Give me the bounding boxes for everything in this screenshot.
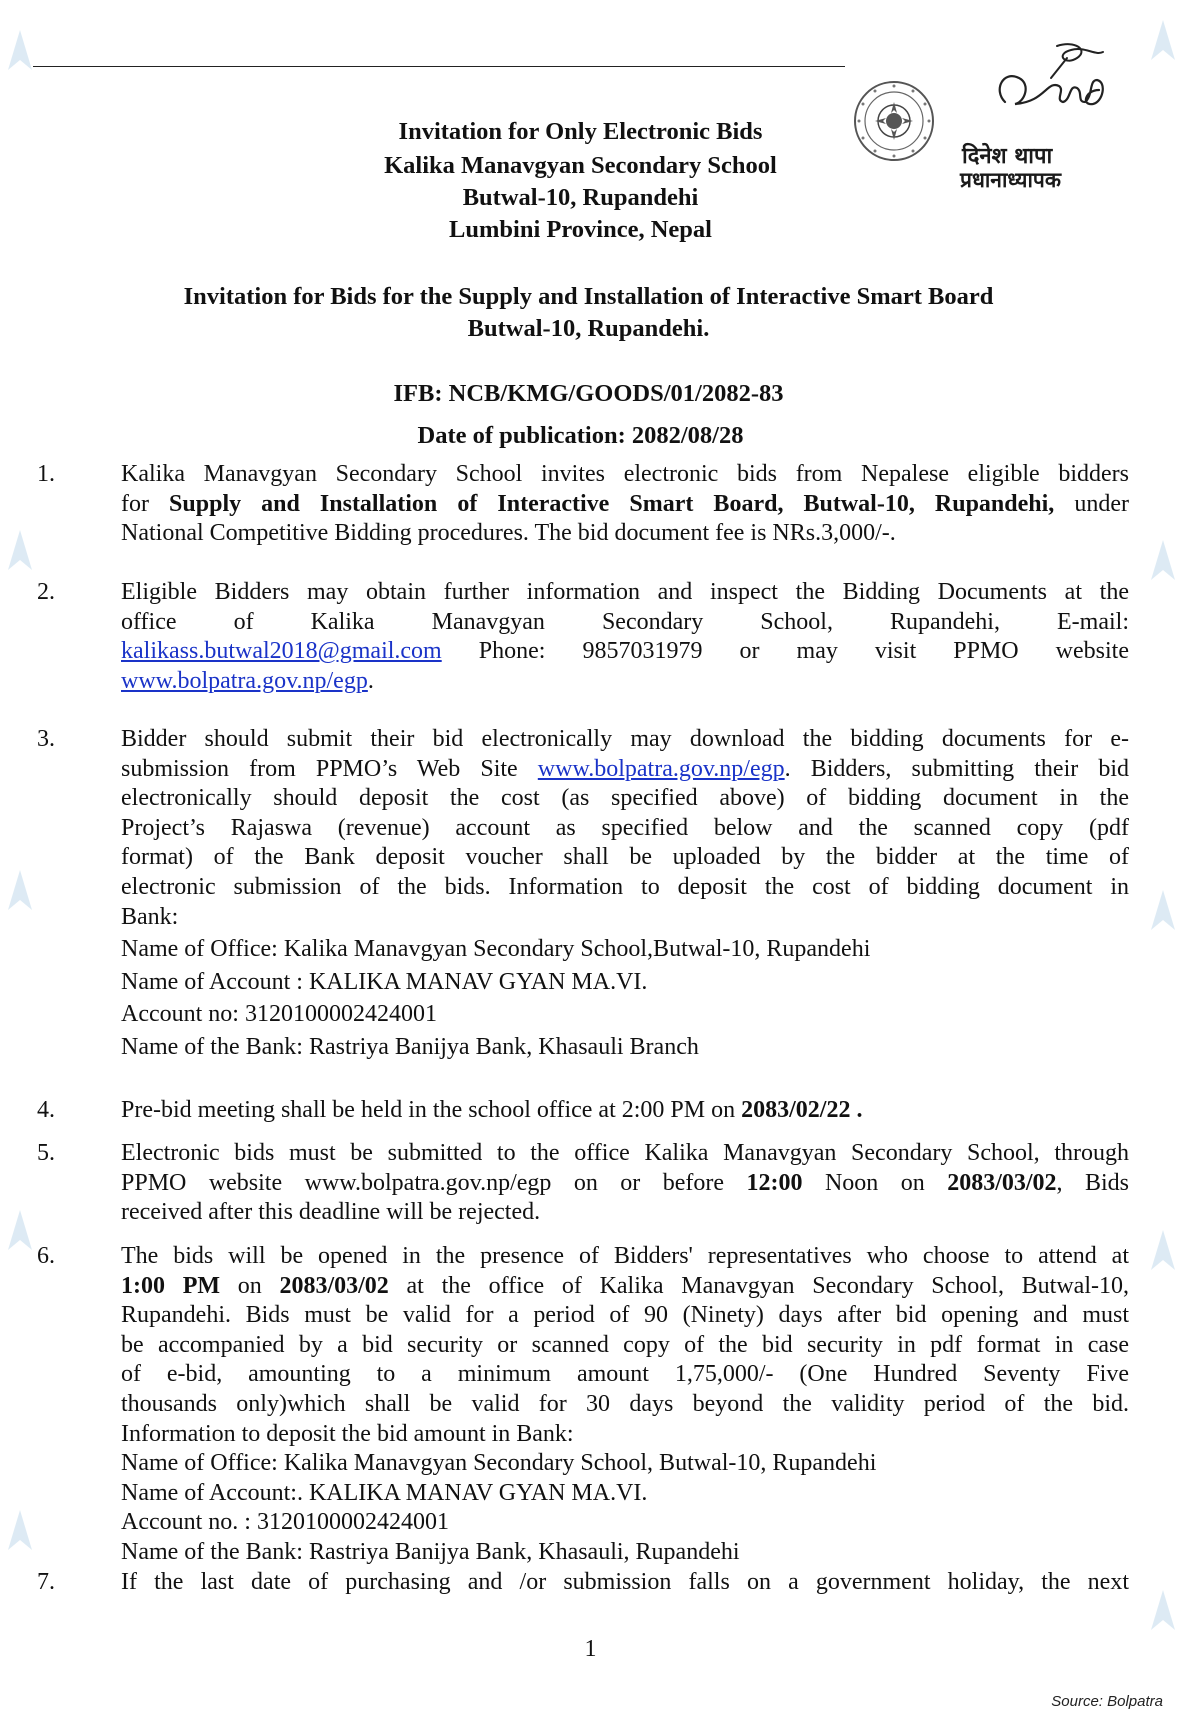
headmaster-designation: प्रधानाध्यापक: [960, 168, 1061, 192]
header-address: Butwal-10, Rupandehi: [462, 184, 699, 211]
item-text: Electronic bids must be submitted to the office Kalika Manavgyan Secondary School, through: [121, 1140, 1129, 1166]
list-item: [121, 725, 1129, 1063]
school-seal: [853, 80, 935, 162]
publication-date: Date of publication: 2082/08/28: [417, 422, 744, 449]
item-text: If the last date of purchasing and /or submission falls on a government holiday, the next: [121, 1569, 1129, 1595]
item-text: thousands only)which shall be valid for 30 days beyond the validity period of the bid.: [121, 1390, 1129, 1417]
item-text: Bidder should submit their bid electronically may download the bidding documents for e-: [121, 726, 1129, 752]
headmaster-name: दिनेश थापा: [962, 144, 1053, 169]
item-text: Information to deposit the bid amount in Bank:: [121, 1420, 574, 1447]
item-text-bold: 1:00 PM: [121, 1272, 221, 1299]
item-text-part: PPMO website www.bolpatra.gov.np/egp on or before: [121, 1169, 747, 1196]
item-number: 5.: [37, 1140, 55, 1166]
source-credit: Source: Bolpatra: [1051, 1693, 1163, 1710]
item-text: Bank:: [121, 903, 179, 930]
item-text-part: , Bids: [1056, 1169, 1129, 1196]
page-number: 1: [584, 1636, 597, 1662]
item-number: 2.: [37, 579, 55, 605]
bank-account-name: Name of Account:. KALIKA MANAV GYAN MA.VI.: [121, 1479, 648, 1506]
item-text: of e-bid, amounting to a minimum amount 1,75,000/- (One Hundred Seventy Five: [121, 1361, 1129, 1388]
item-text-bold: Supply and Installation of Interactive Smart Board, Butwal-10, Rupandehi,: [169, 490, 1055, 517]
list-item: [121, 1242, 1129, 1568]
website-link[interactable]: www.bolpatra.gov.np/egp: [537, 755, 785, 782]
bank-name: Name of the Bank: Rastriya Banijya Bank, Khasauli, Rupandehi: [121, 1538, 740, 1565]
item-text: Project’s Rajaswa (revenue) account as specified below and the scanned copy (pdf: [121, 814, 1129, 841]
item-text-part: under: [1054, 490, 1129, 517]
headmaster-signature: [985, 40, 1115, 118]
item-text: electronic submission of the bids. Information to deposit the cost of bidding document in: [121, 873, 1129, 900]
bank-account-number: Account no. : 3120100002424001: [121, 1509, 449, 1536]
item-text-part: Phone: 9857031979 or may visit PPMO website: [441, 638, 1129, 665]
item-number: 7.: [37, 1569, 55, 1595]
item-text: electronically should deposit the cost (as specified above) of bidding document in the: [121, 785, 1129, 812]
item-text: Eligible Bidders may obtain further information and inspect the Bidding Documents at the: [121, 579, 1129, 605]
header-school-name: Kalika Manavgyan Secondary School: [384, 152, 777, 179]
item-text-part: . Bidders, submitting their bid: [784, 755, 1129, 782]
list-item: [121, 578, 1129, 696]
item-number: 4.: [37, 1097, 55, 1123]
item-text: [121, 1096, 1129, 1126]
item-text-part: Pre-bid meeting shall be held in the school office at 2:00 PM on: [121, 1097, 742, 1123]
item-text: format) of the Bank deposit voucher shall be uploaded by the bidder at the time of: [121, 844, 1129, 871]
header-line-1: Invitation for Only Electronic Bids: [398, 118, 763, 145]
list-item: [121, 1096, 1129, 1126]
item-text-bold: 2083/02/22 .: [741, 1097, 863, 1123]
bank-account-number: Account no: 3120100002424001: [121, 1001, 437, 1028]
bank-office-name: Name of Office: Kalika Manavgyan Secondary School,Butwal-10, Rupandehi: [121, 936, 871, 963]
item-text: [121, 490, 1129, 520]
item-text-bold: 2083/03/02: [279, 1272, 389, 1299]
item-text: Kalika Manavgyan Secondary School invites electronic bids from Nepalese eligible bidders: [121, 461, 1129, 487]
bank-office-name: Name of Office: Kalika Manavgyan Secondary School, Butwal-10, Rupandehi: [121, 1450, 877, 1477]
item-text: be accompanied by a bid security or scanned copy of the bid security in pdf format in case: [121, 1331, 1129, 1358]
website-link[interactable]: www.bolpatra.gov.np/egp: [121, 667, 368, 694]
item-number: 3.: [37, 726, 55, 752]
item-number: 6.: [37, 1243, 55, 1269]
item-text: [121, 1272, 1129, 1302]
item-text-bold: 2083/03/02: [947, 1169, 1057, 1196]
item-text-part: for: [121, 490, 170, 517]
item-text: received after this deadline will be rejected.: [121, 1199, 541, 1226]
item-text: [121, 667, 1129, 697]
item-text-bold: 12:00: [746, 1169, 803, 1196]
item-text: National Competitive Bidding procedures. The bid document fee is NRs.3,000/-.: [121, 520, 896, 547]
item-text-part: Noon on: [802, 1169, 948, 1196]
watermark-arrow-icon: [1145, 10, 1181, 1710]
bank-account-name: Name of Account : KALIKA MANAV GYAN MA.VI.: [121, 968, 648, 995]
bank-name: Name of the Bank: Rastriya Banijya Bank, Khasauli Branch: [121, 1033, 699, 1060]
item-text: The bids will be opened in the presence of Bidders' representatives who choose to attend at: [121, 1243, 1129, 1269]
bid-title-line-1: Invitation for Bids for the Supply and Installation of Interactive Smart Board: [183, 283, 994, 310]
item-text-part: submission from PPMO’s Web Site: [121, 755, 538, 782]
item-text-part: at the office of Kalika Manavgyan Secondary School, Butwal-10,: [388, 1272, 1129, 1299]
ifb-number: IFB: NCB/KMG/GOODS/01/2082-83: [393, 380, 784, 407]
list-item: [121, 1139, 1129, 1228]
item-text: [121, 755, 1129, 785]
list-item: [121, 460, 1129, 549]
bid-title-line-2: Butwal-10, Rupandehi.: [467, 315, 710, 342]
header-province: Lumbini Province, Nepal: [449, 216, 712, 243]
item-text-part: .: [367, 667, 374, 694]
email-link[interactable]: kalikass.butwal2018@gmail.com: [121, 638, 442, 665]
item-text: [121, 1169, 1129, 1199]
item-number: 1.: [37, 461, 55, 487]
item-text: [121, 637, 1129, 667]
top-rule: [33, 66, 845, 67]
item-text-part: on: [220, 1272, 280, 1299]
list-item: [121, 1568, 1129, 1598]
item-text: office of Kalika Manavgyan Secondary School, Rupandehi, E-mail:: [121, 608, 1129, 635]
watermark-arrow-icon: [0, 10, 40, 1710]
item-text: Rupandehi. Bids must be valid for a period of 90 (Ninety) days after bid opening and must: [121, 1302, 1129, 1329]
